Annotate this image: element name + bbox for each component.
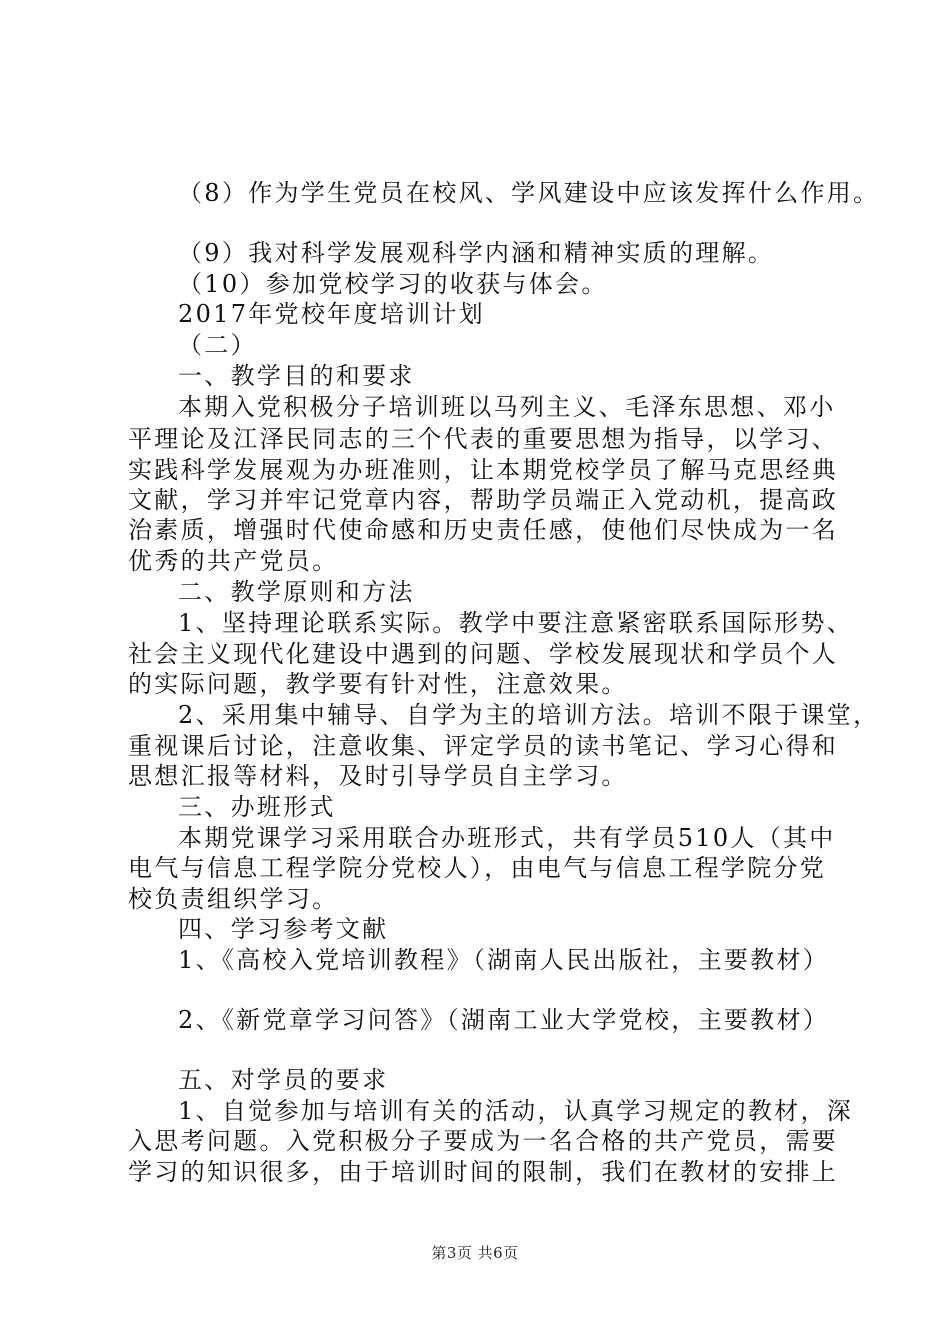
paragraph-line: 校负责组织学习。	[128, 885, 339, 913]
paragraph-line: 学习的知识很多，由于培训时间的限制，我们在教材的安排上	[128, 1158, 839, 1186]
question-8: （8）作为学生党员在校风、学风建设中应该发挥什么作用。	[178, 179, 880, 207]
section-number: （二）	[178, 331, 257, 359]
paragraph-line: 实践科学发展观为办班准则，让本期党校学员了解马克思经典	[128, 456, 839, 484]
heading-section-3: 三、办班形式	[178, 793, 336, 821]
paragraph-line: 社会主义现代化建设中遇到的问题、学校发展现状和学员个人	[128, 640, 839, 668]
paragraph-line: 的实际问题，教学要有针对性，注意效果。	[128, 670, 628, 698]
document-title: 2017年党校年度培训计划	[178, 300, 485, 328]
heading-section-2: 二、教学原则和方法	[178, 578, 415, 606]
paragraph-line: 文献，学习并牢记党章内容，帮助学员端正入党动机，提高政	[128, 486, 839, 514]
page-number-footer: 第3页 共6页	[431, 1244, 519, 1262]
paragraph-line: 电气与信息工程学院分党校人），由电气与信息工程学院分党	[128, 854, 827, 882]
paragraph-line: 治素质，增强时代使命感和历史责任感，使他们尽快成为一名	[128, 516, 839, 544]
paragraph-line: 1、坚持理论联系实际。教学中要注意紧密联系国际形势、	[178, 609, 854, 637]
question-9: （9）我对科学发展观科学内涵和精神实质的理解。	[178, 239, 775, 267]
reference-item: 2、《新党章学习问答》（湖南工业大学党校，主要教材）	[178, 1006, 830, 1034]
heading-section-5: 五、对学员的要求	[178, 1066, 389, 1094]
paragraph-line: 平理论及江泽民同志的三个代表的重要思想为指导，以学习、	[128, 425, 839, 453]
paragraph-line: 2、采用集中辅导、自学为主的培训方法。培训不限于课堂，	[178, 701, 880, 729]
heading-section-1: 一、教学目的和要求	[178, 362, 415, 390]
reference-item: 1、《高校入党培训教程》（湖南人民出版社，主要教材）	[178, 946, 830, 974]
paragraph-line: 1、自觉参加与培训有关的活动，认真学习规定的教材，深	[178, 1097, 854, 1125]
paragraph-line: 思想汇报等材料，及时引导学员自主学习。	[128, 762, 628, 790]
paragraph-line: 重视课后讨论，注意收集、评定学员的读书笔记、学习心得和	[128, 732, 839, 760]
paragraph-line: 本期党课学习采用联合办班形式，共有学员510人（其中	[178, 824, 836, 852]
paragraph-line: 入思考问题。入党积极分子要成为一名合格的共产党员，需要	[128, 1127, 839, 1155]
question-10: （10）参加党校学习的收获与体会。	[178, 270, 608, 298]
heading-section-4: 四、学习参考文献	[178, 915, 389, 943]
paragraph-line: 本期入党积极分子培训班以马列主义、毛泽东思想、邓小	[178, 393, 836, 421]
paragraph-line: 优秀的共产党员。	[128, 547, 339, 575]
